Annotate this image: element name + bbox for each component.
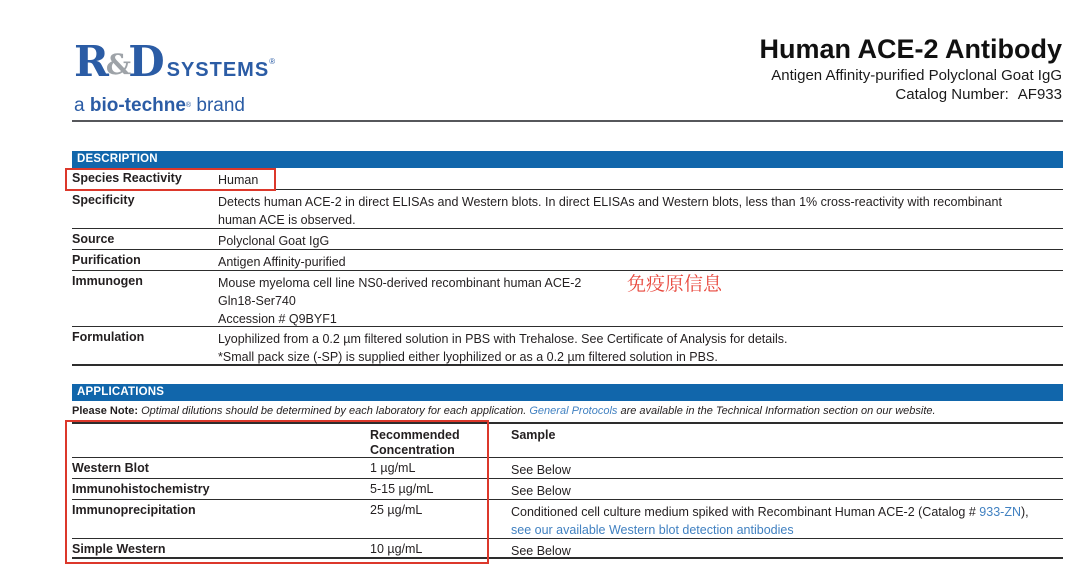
logo-systems-text: SYSTEMS xyxy=(166,59,270,81)
description-row-formulation xyxy=(72,327,1063,366)
row-label: Source xyxy=(72,232,115,246)
recommended-concentration: 5-15 µg/mL xyxy=(370,482,434,496)
formulation-line-2: *Small pack size (-SP) is supplied either lyophilized or as a 0.2 µm filtered solution in PBS. xyxy=(218,350,718,364)
tagline-prefix: a xyxy=(74,95,90,116)
description-section-header: DESCRIPTION xyxy=(72,151,1063,168)
row-value: Polyclonal Goat IgG xyxy=(218,234,330,248)
registered-mark-icon: ® xyxy=(269,57,276,66)
highlight-box-applications-table xyxy=(65,420,489,564)
catalog-933-zn-link[interactable]: 933-ZN xyxy=(979,505,1021,519)
immunogen-line-1: Mouse myeloma cell line NS0-derived recombinant human ACE-2 xyxy=(218,276,582,290)
immunogen-chinese-annotation: 免疫原信息 xyxy=(627,274,723,295)
description-row-immunogen xyxy=(72,271,1063,327)
logo-ampersand: & xyxy=(105,48,132,81)
sample-value xyxy=(505,500,1063,538)
sample-value: See Below xyxy=(511,484,571,498)
concentration-header-line2: Concentration xyxy=(370,443,455,457)
row-label: Immunogen xyxy=(72,274,143,288)
row-value: Detects human ACE-2 in direct ELISAs and Western blots. In direct ELISAs and Western blots, less than 1% cross-reactivity with recombinant human ACE is observed. xyxy=(218,195,1002,227)
western-blot-detection-antibodies-link[interactable]: see our available Western blot detection antibodies xyxy=(511,523,794,537)
catalog-number-line xyxy=(760,85,1063,104)
note-text-1: Optimal dilutions should be determined by each laboratory for each application. xyxy=(138,405,530,417)
highlight-box-species-reactivity xyxy=(65,168,276,191)
recommended-concentration: 25 µg/mL xyxy=(370,503,423,517)
logo-wordmark xyxy=(74,37,276,94)
sample-column-header: Sample xyxy=(511,428,556,442)
concentration-header-line1: Recommended xyxy=(370,428,460,442)
sample-value: See Below xyxy=(511,463,571,477)
biotechne-brand-text: bio-techne xyxy=(89,95,186,116)
row-label: Formulation xyxy=(72,330,145,344)
logo-tagline xyxy=(74,94,275,118)
rd-systems-logo xyxy=(74,37,276,118)
page-title: Human ACE-2 Antibody xyxy=(759,34,1062,64)
recommended-concentration: 10 µg/mL xyxy=(370,542,423,556)
applications-section-header: APPLICATIONS xyxy=(72,384,1063,401)
logo-letter-r: R xyxy=(74,37,109,86)
description-table xyxy=(72,168,1063,366)
tagline-suffix: brand xyxy=(191,95,245,116)
description-row-source xyxy=(72,229,1063,250)
header-divider xyxy=(72,120,1063,122)
application-name: Simple Western xyxy=(72,542,166,556)
application-name: Immunoprecipitation xyxy=(72,503,196,517)
registered-mark-icon: ® xyxy=(185,102,192,109)
row-label: Specificity xyxy=(72,193,135,207)
formulation-line-1: Lyophilized from a 0.2 µm filtered solution in PBS with Trehalose. See Certificate of Analysis for details. xyxy=(218,332,788,346)
row-label: Purification xyxy=(72,253,141,267)
note-text-2: are available in the Technical Information section on our website. xyxy=(617,405,936,417)
description-row-specificity xyxy=(72,190,1063,229)
sample-value: See Below xyxy=(511,544,571,558)
application-name: Immunohistochemistry xyxy=(72,482,210,496)
application-name: Western Blot xyxy=(72,461,149,475)
row-label: Species Reactivity xyxy=(72,171,182,185)
row-value: Human xyxy=(218,173,259,187)
note-bold-prefix: Please Note: xyxy=(72,405,139,417)
row-value xyxy=(218,327,1063,364)
catalog-number-value: AF933 xyxy=(1017,86,1062,103)
applications-note xyxy=(72,405,936,417)
logo-letter-d: D xyxy=(128,37,165,86)
description-row-purification xyxy=(72,250,1063,271)
immunogen-line-2: Gln18-Ser740 xyxy=(218,294,296,308)
document-header xyxy=(760,34,1063,104)
sample-text: Conditioned cell culture medium spiked with Recombinant Human ACE-2 (Catalog # xyxy=(511,505,980,519)
catalog-number-label: Catalog Number: xyxy=(895,86,1009,103)
sample-text: ), xyxy=(1020,505,1029,519)
row-value: Antigen Affinity-purified xyxy=(218,255,346,269)
immunogen-line-3: Accession # Q9BYF1 xyxy=(218,312,337,326)
recommended-concentration: 1 µg/mL xyxy=(370,461,416,475)
general-protocols-link[interactable]: General Protocols xyxy=(529,405,618,417)
antibody-subtitle: Antigen Affinity-purified Polyclonal Goat IgG xyxy=(771,67,1062,84)
